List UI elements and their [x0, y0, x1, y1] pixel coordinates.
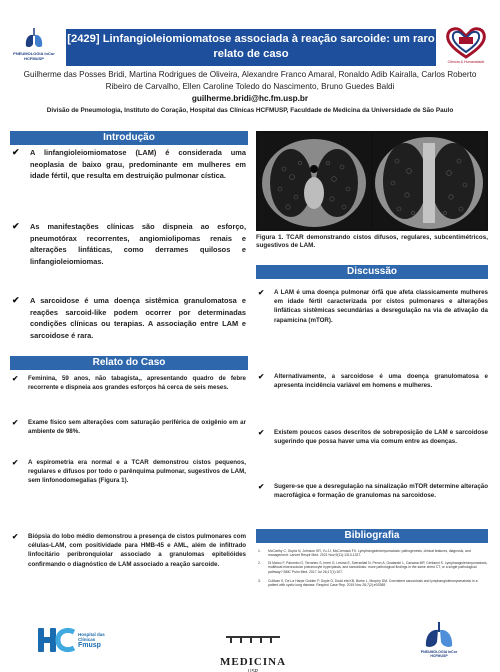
hc-fmusp-logo — [36, 626, 114, 654]
reference-item: 1. McCarthy C, Gupta N, Johnson SR, Yu JJ, McCormack FX. Lymphangioleiomyomatosis: pathogenesis, clinical features, diagnosis, and management. Lancet Respir Med. 2021 Nov;9(11):1313-1327. — [258, 549, 471, 558]
check-icon: ✔ — [12, 458, 19, 467]
list-item: ✔ Sugere-se que a desregulação na sinalização mTOR determine alteração macrofágica e formação de granulomas na sarcoidose. — [258, 482, 488, 500]
check-icon: ✔ — [12, 295, 20, 305]
check-icon: ✔ — [12, 147, 20, 157]
pneumologia-logo — [10, 26, 58, 66]
heart-icon — [442, 24, 490, 60]
left-logo-label: PNEUMOLOGIA InCor HCFMUSP — [13, 51, 55, 61]
section-header-bibliografia: Bibliografia — [256, 529, 488, 543]
lungs-icon — [22, 26, 46, 50]
list-item: ✔ A LAM é uma doença pulmonar órfã que afeta classicamente mulheres em idade fértil caracterizada por cistos pulmonares e alterações linfáticas sistêmicas secundárias a desregulação na via de ativação da rapamicina (mTOR). — [258, 288, 488, 324]
authors: Guilherme das Posses Bridi, Martina Rodrigues de Oliveira, Alexandre Franco Amaral, Ronaldo Adib Kairalla, Carlos Roberto Ribeiro de Carvalho, Ellen Caroline Toledo do Nascimento, Bruno Guedes Baldi — [23, 70, 477, 91]
hc-line2: Fmusp — [78, 642, 101, 649]
ct-scan-image — [373, 133, 486, 229]
author-email: guilherme.bridi@hc.fm.usp.br — [191, 94, 309, 103]
list-item: ✔ A linfangioleiomiomatose (LAM) é considerada uma neoplasia de baixo grau, predominante em mulheres em idade fértil, que resulta em destruição pulmonar cística. — [12, 147, 246, 180]
section-header-relato: Relato do Caso — [10, 356, 248, 370]
check-icon: ✔ — [12, 532, 19, 541]
check-icon: ✔ — [258, 372, 265, 381]
poster-title: [2429] Linfangioleiomiomatose associada à reação sarcoide: um raro relato de caso — [66, 29, 436, 66]
incor-logo — [442, 24, 490, 70]
check-icon: ✔ — [258, 428, 265, 437]
list-item: ✔ As manifestações clínicas são dispneia ao esforço, pneumotórax recorrentes, angiomiolipomas renais e alterações linfáticas, como derrames quilosos e linfangioleiomiomas. — [12, 221, 246, 266]
columns-icon — [210, 635, 296, 643]
reference-item: 3. Cullivan S, De La Harpe Golden P, Doyle D, Dodd eta KB, Burke L, Murphy DM. Coexistent sarcoidosis and lymphangioleiomyomatosis in a patient with cystic lung disease. Respirol Case Rep. 2019 Nov 28;7(2):e00389 — [258, 579, 478, 588]
list-item: ✔ A sarcoidose é uma doença sistêmica granulomatosa e reações sarcoid-like podem ocorrer por determinadas condições clínicas ou terapias. A associação entre LAM e sarcoidose é rara. — [12, 295, 246, 340]
list-item: ✔ Biópsia do lobo médio demonstrou a presença de cistos pulmonares com células-LAM, com positividade para HMB-45 e AML, além de infiltrado linfocitário peribronquiolar associado a granulomas epitelióides confirmando o diagnóstico de LAM associado a reação sarcoide. — [12, 532, 246, 568]
lungs-icon — [420, 620, 458, 650]
pneumo-footer-label: PNEUMOLOGIA InCor HCFMUSP — [420, 650, 458, 658]
check-icon: ✔ — [12, 221, 20, 231]
hc-line1: Hospital das Clínicas — [78, 632, 105, 642]
footer — [0, 616, 500, 672]
list-item: ✔ A espirometria era normal e a TCAR demonstrou cistos pequenos, regulares e difusos por todo o parênquima pulmonar, sugestivos de LAM, sem linfonodomegalias (Figura 1). — [12, 458, 246, 485]
pneumologia-footer-logo — [420, 620, 458, 662]
ct-scan-image — [258, 133, 371, 229]
list-item: ✔ Existem poucos casos descritos de sobreposição de LAM e sarcoidose sugerindo que possa haver uma via comum entre as doenças. — [258, 428, 488, 446]
reference-item: 2. Di Marco F, Palumbo G, Terraneo S, Imeri G, Lesma E, Sverzellati N, Peron A, Gualandri L, Carsana MP, Centanni S. Lymphangioleiomyomatosis, multifocal micronodular pneumocyte hyperplasia, and sarcoidosis: more pathological findings in the same chest CT, or a single pathological pathway? BMC Pulm Med. 2017 Jul 26;17(1):107. — [258, 561, 488, 574]
section-header-introducao: Introdução — [10, 131, 248, 145]
ct-scan-figure — [256, 131, 488, 231]
medicina-usp-logo — [210, 630, 296, 672]
figure-caption: Figura 1. TCAR demonstrando cistos difusos, regulares, subcentimétricos, sugestivos de LAM. — [256, 234, 488, 249]
hc-icon — [36, 626, 76, 654]
check-icon: ✔ — [12, 374, 19, 383]
medicina-wordmark: MEDICINA — [219, 656, 287, 668]
list-item: ✔ Feminina, 59 anos, não tabagista,, apresentando quadro de febre recorrente e dispneia aos grandes esforços há cerca de seis meses. — [12, 374, 246, 392]
section-header-discussao: Discussão — [256, 265, 488, 279]
check-icon: ✔ — [12, 418, 19, 427]
right-logo-label: Ciência & Humanidade — [447, 60, 485, 64]
affiliation: Divisão de Pneumologia, Instituto do Coração, Hospital das Clínicas HCFMUSP, Faculdade de Medicina da Universidade de São Paulo — [46, 107, 454, 114]
list-item: ✔ Alternativamente, a sarcoidose é uma doença granulomatosa e apresenta incidência variável em homens e mulheres. — [258, 372, 488, 390]
usp-wordmark: USP — [247, 669, 259, 672]
check-icon: ✔ — [258, 288, 265, 297]
check-icon: ✔ — [258, 482, 265, 491]
list-item: ✔ Exame físico sem alterações com saturação periférica de oxigênio em ar ambiente de 98%. — [12, 418, 246, 436]
